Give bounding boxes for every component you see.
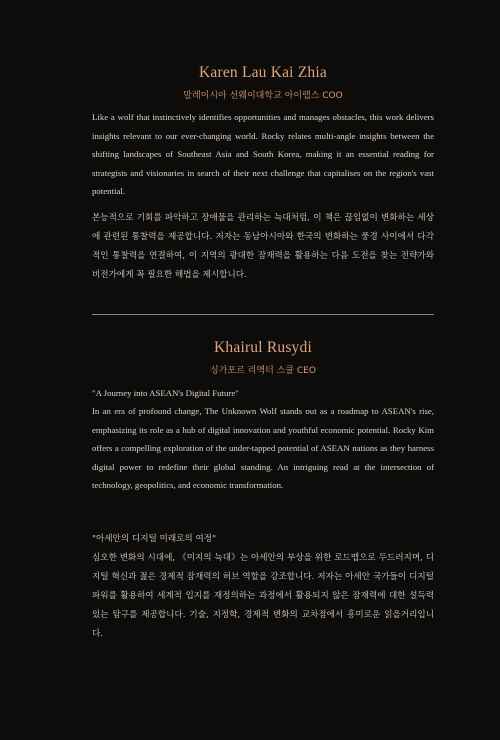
endorser-name: Karen Lau Kai Zhia [199, 64, 327, 81]
endorser-name: Khairul Rusydi [214, 339, 312, 356]
endorsement-text-en: Like a wolf that instinctively identifies opportunities and manages obstacles, this work delivers insights relevant to our ever-changing world. Rocky relates multi-angle insights between the shifting landscapes of Southeast Asia and South Korea, making it an essential reading for strategists and visionaries in search of their next challenge that capitalises on the region's vast potential. [92, 112, 434, 197]
quote-title-ko: "아세안의 디지털 미래로의 여정" [92, 534, 217, 544]
endorsement-karen [92, 64, 434, 101]
endorser-role: 싱가포르 리액터 스쿨 CEO [210, 366, 316, 376]
quote-title-en: "A Journey into ASEAN's Digital Future" [92, 388, 239, 398]
endorsement-text-ko: 심오한 변화의 시대에, 《미지의 늑대》는 아세안의 부상을 위한 로드맵으로 두드러지며, 디지털 혁신과 젊은 경제적 잠재력의 허브 역할을 강조합니다. 저자는 아세안 국가들이 디지털 파워를 활용하여 세계적 입지를 재정의하는 과정에서 활용되지 않은 잠재력에 대한 설득력 있는 탐구를 제공합니다. 기술, 지정학, 경제적 변화의 교차점에서 흥미로운 읽을거리입니다. [92, 553, 434, 639]
endorsement-text-ko: 본능적으로 기회를 파악하고 장애물을 관리하는 늑대처럼, 이 책은 끊임없이 변화하는 세상에 관련된 통찰력을 제공합니다. 저자는 동남아시아와 한국의 변화하는 풍경 사이에서 다각적인 통찰력을 연결하여, 이 지역의 광대한 잠재력을 활용하는 다음 도전을 찾는 전략가와 비전가에게 꼭 필요한 해법을 제시합니다. [92, 213, 434, 280]
section-divider [92, 314, 434, 315]
endorser-role: 말레이시아 선웨이대학교 아이랩스 COO [183, 91, 343, 101]
endorsement-khairul [92, 339, 434, 376]
endorsement-text-en: In an era of profound change, The Unknown Wolf stands out as a roadmap to ASEAN's rise, emphasizing its role as a hub of digital innovation and youthful economic potential. Rocky Kim offers a compelling exploration of the under-tapped potential of ASEAN nations as they harness digital power to redefine their global standing. An intriguing read at the intersection of technology, geopolitics, and economic transformation. [92, 406, 434, 491]
